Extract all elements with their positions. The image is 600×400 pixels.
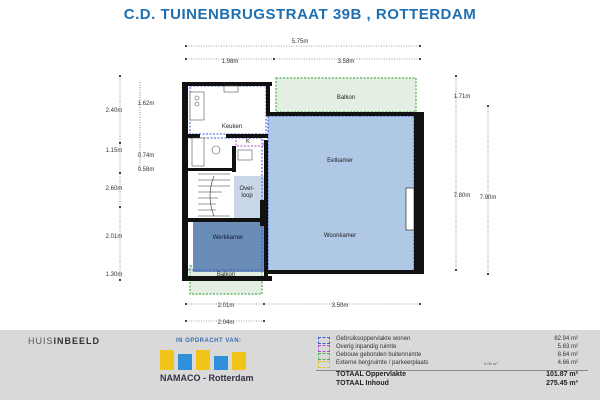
totals-row: [336, 371, 590, 380]
totals-label: TOTAAL Oppervlakte: [336, 371, 407, 378]
room-eetkamer: Eetkamer: [327, 158, 353, 164]
window-right: [406, 188, 414, 230]
legend-row: [318, 336, 590, 344]
legend-value: 8.64 m²: [557, 352, 578, 358]
dim-bottom-a: 2.01m: [217, 303, 235, 309]
namaco-logo-icon: [160, 350, 250, 372]
legend-extra-value: 0.00 m²: [484, 361, 498, 366]
legend-value: 4.66 m²: [557, 360, 578, 366]
legend-row: [318, 344, 590, 352]
legend-row: [318, 352, 590, 360]
dim-left-g: 2.01m: [105, 234, 123, 240]
room-balkon-bottom: Balkon: [216, 272, 236, 278]
dim-right-a: 1.71m: [453, 94, 471, 100]
legend: [318, 336, 590, 368]
opdracht-label: IN OPDRACHT VAN:: [176, 338, 242, 344]
floor-plan: [0, 30, 600, 330]
dim-bottom-b: 3.50m: [331, 303, 349, 309]
dim-bottom-c: 2.04m: [217, 320, 235, 326]
stair-area: [194, 170, 234, 218]
room-k: K: [245, 139, 251, 145]
namaco-label: NAMACO - Rotterdam: [160, 373, 254, 383]
dim-left-h: 1.30m: [105, 272, 123, 278]
legend-row: [318, 360, 590, 368]
room-overloop-line2: loop: [241, 193, 253, 199]
living-area-fill: [268, 116, 414, 272]
dim-top-total: 5.75m: [291, 39, 309, 45]
legend-value: 5.63 m²: [557, 344, 578, 350]
dim-top-left: 1.98m: [221, 59, 239, 65]
dim-left-c: 1.15m: [105, 148, 123, 154]
totals: [336, 371, 590, 389]
brand-logo: [28, 336, 100, 346]
dim-left-d: 0.74m: [137, 153, 155, 159]
header: [0, 0, 600, 30]
dim-left-a: 2.40m: [105, 108, 123, 114]
dim-left-e: 0.58m: [137, 167, 155, 173]
totals-value: 101.87 m²: [546, 371, 578, 378]
legend-swatch: [318, 353, 330, 360]
werkkamer-fill: [193, 222, 266, 272]
legend-label: Gebouw gebonden buitenruimte: [336, 352, 422, 358]
brand-part-a: HUIS: [28, 336, 54, 346]
room-woonkamer: Woonkamer: [323, 233, 357, 239]
dim-right-c: 7.90m: [479, 195, 497, 201]
legend-label: Overig inpandig ruimte: [336, 344, 397, 350]
dim-top-right: 3.58m: [337, 59, 355, 65]
totals-row: [336, 380, 590, 389]
dim-left-f: 2.60m: [105, 186, 123, 192]
room-keuken: Keuken: [221, 124, 243, 130]
brand-part-b: INBEELD: [53, 336, 101, 346]
legend-swatch: [318, 337, 330, 344]
legend-swatch: [318, 345, 330, 352]
totals-value: 275.45 m³: [546, 380, 578, 387]
legend-label: Externe bergruimte / parkeerplaats: [336, 360, 429, 366]
room-overloop-line1: Over-: [239, 186, 255, 192]
totals-label: TOTAAL Inhoud: [336, 380, 389, 387]
dim-right-b: 7.80m: [453, 193, 471, 199]
room-balkon-top: Balkon: [336, 95, 356, 101]
dim-left-b: 1.62m: [137, 101, 155, 107]
legend-value: 82.94 m²: [554, 336, 578, 342]
room-werkkamer: Werkkamer: [212, 235, 244, 241]
page-title: C.D. TUINENBRUGSTRAAT 39B , ROTTERDAM: [123, 6, 477, 23]
legend-label: Gebruiksoppervlakte wonen: [336, 336, 411, 342]
legend-swatch: [318, 361, 330, 368]
